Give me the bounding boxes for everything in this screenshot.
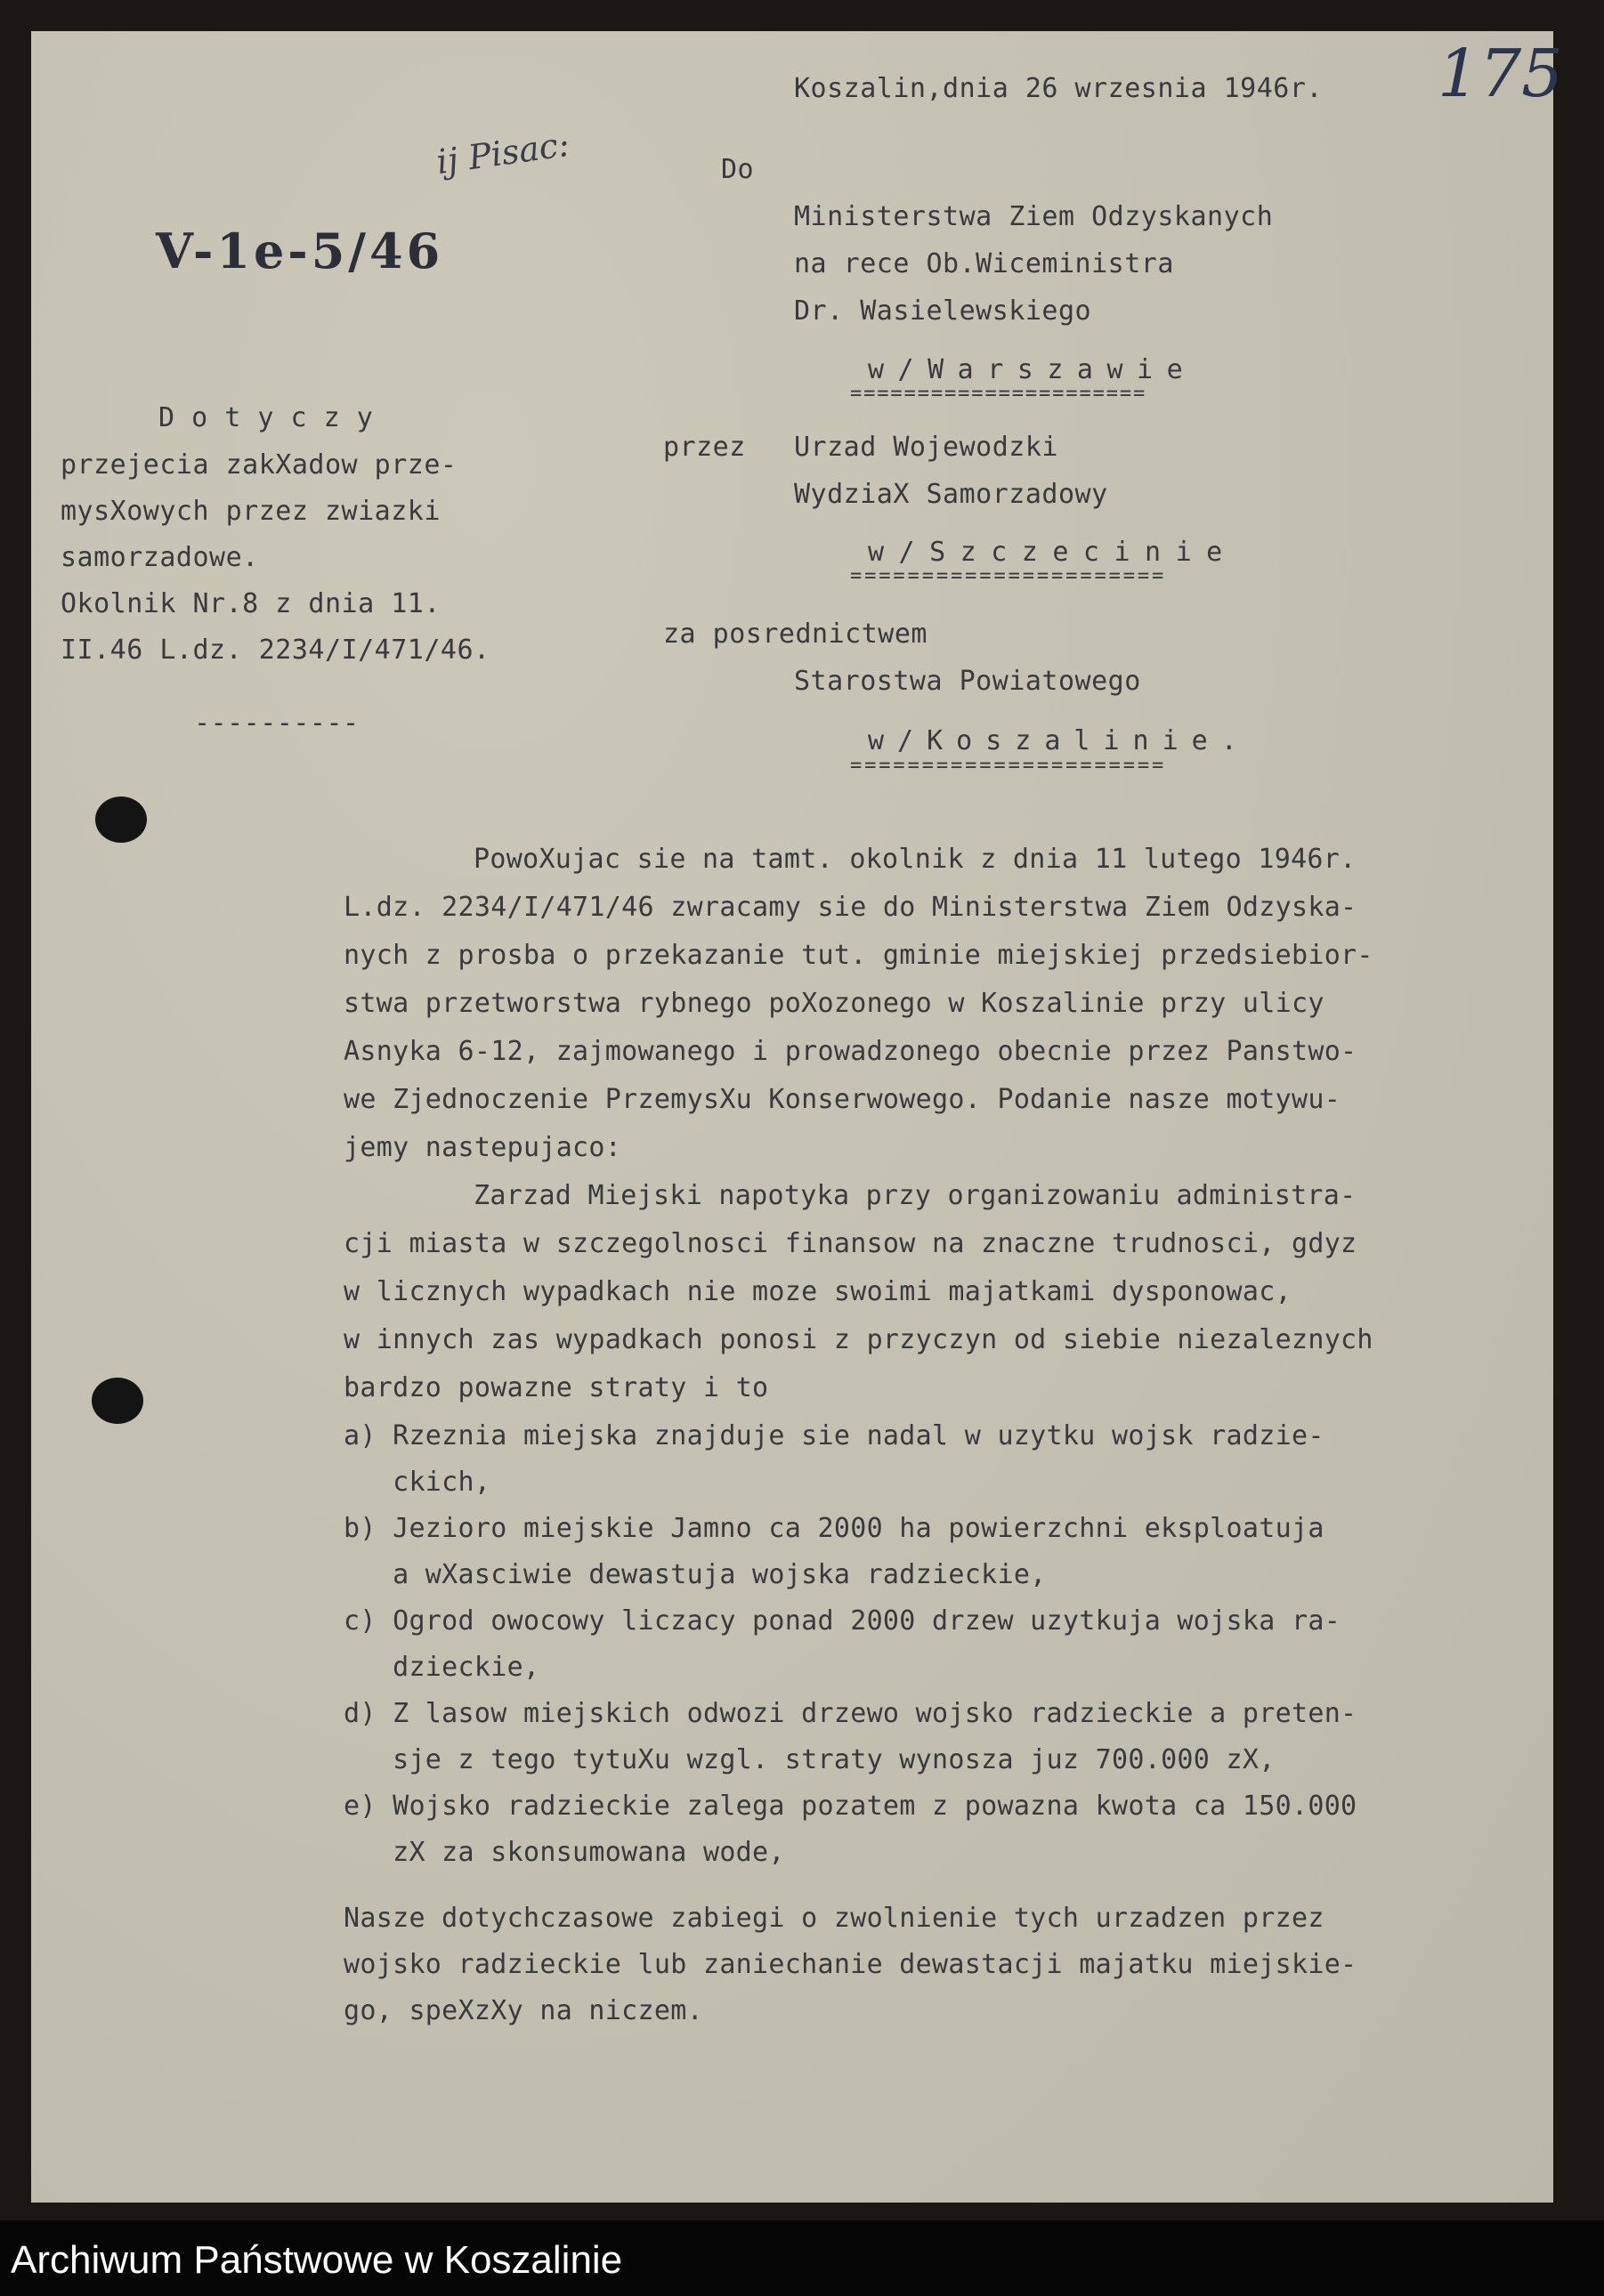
body-list-item: sje z tego tytuXu wzgl. straty wynosza juz 700.000 zX, [344, 1744, 1276, 1775]
reference-number: V-1e-5/46 [156, 222, 444, 279]
body-list-item: b) Jezioro miejskie Jamno ca 2000 ha powierzchni eksploatuja [344, 1513, 1325, 1544]
archive-footer [0, 2220, 1604, 2296]
place-date: Koszalin,dnia 26 wrzesnia 1946r. [794, 73, 1323, 104]
body-line: w licznych wypadkach nie moze swoimi majatkami dysponowac, [344, 1276, 1292, 1307]
via-line: Urzad Wojewodzki [794, 432, 1058, 463]
body-line: Zarzad Miejski napotyka przy organizowaniu administra- [474, 1180, 1357, 1211]
subject-divider: ---------- [194, 707, 360, 739]
via-city-underline: ====================== [850, 565, 1167, 587]
body-list-item: a wXasciwie dewastuja wojska radzieckie, [344, 1559, 1047, 1590]
addressee-line: Dr. Wasielewskiego [794, 295, 1092, 327]
via-label: przez [663, 432, 746, 463]
body-line: Nasze dotychczasowe zabiegi o zwolnienie tych urzadzen przez [344, 1903, 1325, 1934]
subject-heading: D o t y c z y [158, 402, 374, 433]
addressee-line: Ministerstwa Ziem Odzyskanych [794, 201, 1274, 232]
subject-line: II.46 L.dz. 2234/I/471/46. [61, 635, 490, 666]
document-page [31, 31, 1553, 2203]
body-line: nych z prosba o przekazanie tut. gminie miejskiej przedsiebior- [344, 940, 1373, 971]
addressee-city-underline: ====================== [850, 383, 1147, 405]
body-line: cji miasta w szczegolnosci finansow na znaczne trudnosci, gdyz [344, 1228, 1357, 1259]
body-line: wojsko radzieckie lub zaniechanie dewastacji majatku miejskie- [344, 1949, 1357, 1980]
body-line: we Zjednoczenie PrzemysXu Konserwowego. Podanie nasze motywu- [344, 1084, 1341, 1115]
body-line: stwa przetworstwa rybnego poXozonego w Koszalinie przy ulicy [344, 988, 1325, 1019]
subject-line: przejecia zakXadow prze- [61, 449, 458, 481]
via-city: w/Szczecinie [868, 537, 1237, 568]
intermediary-city: w/Koszalinie. [868, 725, 1251, 756]
handwritten-note: ij Pisac: [433, 124, 572, 182]
addressee-do-label: Do [721, 154, 755, 185]
body-line: jemy nastepujaco: [344, 1132, 622, 1163]
body-list-item: c) Ogrod owocowy liczacy ponad 2000 drzew uzytkuja wojska ra- [344, 1605, 1341, 1637]
via-line: WydziaX Samorzadowy [794, 479, 1108, 510]
intermediary-label: za posrednictwem [663, 618, 928, 650]
body-list-item: e) Wojsko radzieckie zalega pozatem z powazna kwota ca 150.000 [344, 1791, 1357, 1822]
subject-line: samorzadowe. [61, 542, 259, 573]
archive-name: Archiwum Państwowe w Koszalinie [11, 2238, 623, 2282]
subject-line: Okolnik Nr.8 z dnia 11. [61, 588, 441, 619]
body-list-item: d) Z lasow miejskich odwozi drzewo wojsko radzieckie a preten- [344, 1698, 1357, 1729]
punch-hole [95, 796, 147, 843]
body-line: w innych zas wypadkach ponosi z przyczyn od siebie niezaleznych [344, 1324, 1373, 1355]
body-line: L.dz. 2234/I/471/46 zwracamy sie do Ministerstwa Ziem Odzyska- [344, 892, 1357, 923]
body-list-item: dzieckie, [344, 1652, 540, 1683]
intermediary-line: Starostwa Powiatowego [794, 666, 1141, 697]
body-list-item: a) Rzeznia miejska znajduje sie nadal w uzytku wojsk radzie- [344, 1420, 1325, 1451]
body-line: go, speXzXy na niczem. [344, 1995, 703, 2026]
body-list-item: ckich, [344, 1467, 491, 1498]
addressee-line: na rece Ob.Wiceministra [794, 248, 1174, 279]
punch-hole [92, 1378, 143, 1424]
addressee-city: w/Warszawie [868, 354, 1197, 385]
intermediary-city-underline: ====================== [850, 755, 1167, 777]
subject-line: mysXowych przez zwiazki [61, 496, 441, 527]
body-line: bardzo powazne straty i to [344, 1372, 769, 1403]
body-list-item: zX za skonsumowana wode, [344, 1837, 785, 1868]
body-line: Asnyka 6-12, zajmowanego i prowadzonego obecnie przez Panstwo- [344, 1036, 1357, 1067]
archive-number: 175 [1438, 36, 1564, 112]
body-line: PowoXujac sie na tamt. okolnik z dnia 11 lutego 1946r. [474, 844, 1357, 875]
